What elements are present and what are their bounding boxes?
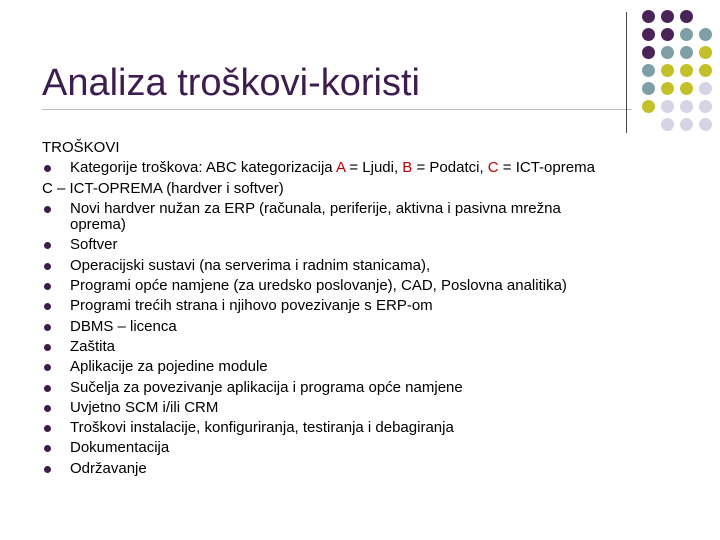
cat-letter-b: B — [402, 159, 413, 177]
decorative-dot — [661, 64, 674, 77]
decorative-dot — [699, 46, 712, 59]
decorative-dot — [661, 28, 674, 41]
decorative-dot — [680, 28, 693, 41]
bullet-item: Održavanje — [42, 459, 692, 479]
decorative-dot — [699, 64, 712, 77]
cat-letter-c: C — [487, 159, 499, 177]
decorative-dot — [642, 46, 655, 59]
bullet-item: Novi hardver nužan za ERP (računala, periferije, aktivna i pasivna mrežna — [42, 199, 692, 219]
decorative-dot — [642, 28, 655, 41]
bullet-item: Programi trećih strana i njihovo povezivanje s ERP-om — [42, 296, 692, 316]
bullet-item: Sučelja za povezivanje aplikacija i programa opće namjene — [42, 378, 692, 398]
decorative-dot — [661, 100, 674, 113]
decorative-dot — [642, 100, 655, 113]
bullet-item: Troškovi instalacije, konfiguriranja, testiranja i debagiranja — [42, 418, 692, 438]
bullet-item: Programi opće namjene (za uredsko poslovanje), CAD, Poslovna analitika) — [42, 276, 692, 296]
bullet-item-continuation: oprema) — [70, 216, 126, 234]
cat-b-text: = Podatci, — [412, 159, 488, 177]
cat-c-text: = ICT-oprema — [498, 159, 595, 177]
cat-letter-a: A — [335, 159, 346, 177]
decorative-dot — [699, 100, 712, 113]
decorative-dot — [642, 10, 655, 23]
decorative-dot — [680, 64, 693, 77]
decorative-dot — [661, 10, 674, 23]
decorative-dot — [642, 82, 655, 95]
cat-a-text: = Ljudi, — [345, 159, 403, 177]
bullet-categories — [42, 158, 692, 178]
decorative-dot — [661, 46, 674, 59]
decorative-dot — [661, 118, 674, 131]
decorative-dot — [680, 46, 693, 59]
decorative-dot-grid — [0, 0, 720, 140]
bullet-item: Aplikacije za pojedine module — [42, 357, 692, 377]
decorative-dot — [699, 28, 712, 41]
cat-prefix: Kategorije troškova: ABC kategorizacija — [70, 159, 336, 177]
subheading: C – ICT-OPREMA (hardver i softver) — [42, 179, 284, 197]
slide-body — [42, 138, 692, 479]
decorative-dot — [680, 10, 693, 23]
section-heading: TROŠKOVI — [42, 139, 120, 156]
decorative-dot — [661, 82, 674, 95]
decorative-dot — [699, 82, 712, 95]
decorative-dot — [680, 82, 693, 95]
bullet-item: Dokumentacija — [42, 438, 692, 458]
decorative-dot — [680, 100, 693, 113]
bullet-item: Zaštita — [42, 337, 692, 357]
slide-title: Analiza troškovi-koristi — [42, 62, 420, 104]
bullet-item: DBMS – licenca — [42, 317, 692, 337]
decorative-dot — [680, 118, 693, 131]
bullet-item: Softver — [42, 235, 692, 255]
decorative-dot — [699, 118, 712, 131]
bullet-item: Operacijski sustavi (na serverima i radnim stanicama), — [42, 256, 692, 276]
decorative-dot — [642, 64, 655, 77]
bullet-item: Uvjetno SCM i/ili CRM — [42, 398, 692, 418]
